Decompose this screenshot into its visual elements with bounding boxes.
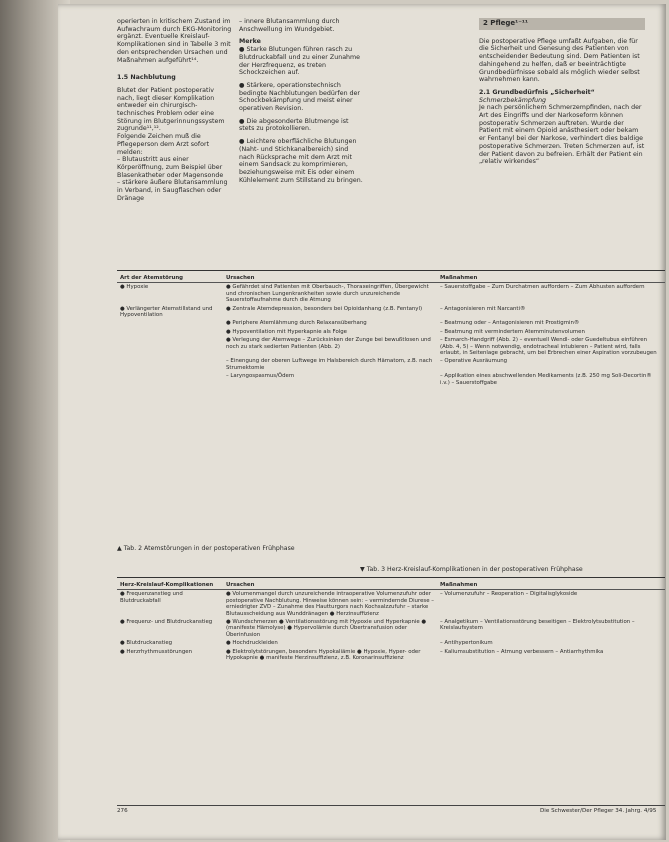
table-row: ● Herzrhythmusstörungen ● Elektrolytstörungen, besonders Hypokaliämie ● Hypoxie, Hyper- oder Hypokapnie ● manifeste Herzinsuffizienz, z.B. Koronarinsuffizienz – Kaliumsubstitution – Atmung verbessern – Antiarrhythmika [120,648,604,662]
divider [117,577,665,578]
table-row: ● Verlängerter Atemstillstand und Hypoventilation ● Zentrale Atemdepression, besonders bei Opioidanhang (z.B. Fentanyl) – Antagonisieren mit Narcanti® [120,305,526,319]
footer-source: Die Schwester/Der Pfleger 34. Jahrg. 4/95 [540,808,657,814]
section-heading: 1.5 Nachblutung [117,74,176,82]
column-middle [239,18,365,184]
table-row: ● Periphere Atemlähmung durch Relaxansüberhang – Beatmung oder – Antagonisieren mit Prostigmin® [226,320,580,327]
table-row: ● Verlegung der Atemwege – Zurücksinken der Zunge bei bewußtlosen und noch zu stark sedierten Patienten (Abb. 2) – Esmarch-Handgriff (Abb. 2) – eventuell Wendl- oder Guedeltubus einführen (Abb. 4, 5) – Wenn notwendig, endotracheal intubieren – Patient wird, falls erlaubt, in Seitenlage gebracht, um bei Erbrechen einer Aspiration vorzubeugen [226,337,657,357]
column-left [117,18,233,202]
table-header [117,581,665,590]
paragraph: Blutet der Patient postoperativ nach, liegt dieser Komplikation entweder ein chirurgisch-technisches Problem oder eine Störung im Blutgerinnungssystem zugrunde¹¹,¹². [117,86,225,133]
column-header: Maßnahmen [440,582,478,588]
column-header: Maßnahmen [440,275,478,281]
paragraph: Folgende Zeichen muß die Pflegeperson dem Arzt sofort melden: [117,133,210,156]
divider [117,805,665,806]
table-row: – Laryngospasmus/Ödem – Applikation eines abschwellenden Medikaments (z.B. 250 mg Soli-Decortin® i.v.) – Sauerstoffgabe [226,373,652,386]
column-header: Art der Atemstörung [120,275,184,281]
column-header: Ursachen [226,582,255,588]
list-item: – stärkere äußere Blutansammlung in Verband, in Saugflaschen oder Dränage [117,179,228,202]
bullet-item: ● Die abgesonderte Blutmenge ist stets zu protokollieren. [239,117,349,133]
column-header: Ursachen [226,275,255,281]
subheading-italic: Schmerzbekämpfung [479,96,547,104]
bullet-item: ● Stärkere, operationstechnisch bedingte Nachblutungen bedürfen der Schockbekämpfung und meist einer operativen Revision. [239,81,361,113]
paragraph: operierten in kritischem Zustand im Aufwachraum durch EKG-Monitoring ergänzt. Eventuelle Kreislauf-Komplikationen sind in Tabelle 3 mit den entsprechenden Ursachen und Maßnahmen aufgeführt¹⁴. [117,18,232,64]
table-row: – Einengung der oberen Luftwege im Halsbereich durch Hämatom, z.B. nach Strumektomie – Operative Ausräumung [226,358,508,371]
table-row: ● Hypoventilation mit Hyperkapnie als Folge – Beatmung mit vermindertem Atemminutenvolumen [226,328,585,335]
table-row: ● Frequenzanstieg und Blutdruckabfall ● Volumenmangel durch unzureichende intraoperative Volumenzufuhr oder postoperative Nachblutung. Hinweise können sein: – vermindernde Diurese – erniedrigter ZVD – Zunahme des Hautturgors nach Kochsalzzufuhr – starke Blutausscheidung aus Wunddränagen ● Herzinsuffizienz – Volumenzufuhr – Reoperation – Digitalisglykoside [120,591,578,617]
bullet-item: ● Leichtere oberflächliche Blutungen (Naht- und Stichkanalbereich) sind nach Rücksprache mit dem Arzt mit einem Sandsack zu komprimieren, beziehungsweise mit Eis oder einem Kühlelement zum Stillstand zu bringen. [239,138,363,184]
table-herz-kreislauf [117,581,665,662]
subheading: 2.1 Grundbedürfnis „Sicherheit“ [479,88,595,96]
table-header [117,274,665,283]
paragraph: Je nach persönlichem Schmerzempfinden, nach der Art des Eingriffs und der Narkoseform können postoperativ Schmerzen auftreten. Wurde der Patient mit einem Opioid anästhesiert oder bekam er Fentanyl bei der Narkose, verhindert dies baldige postoperative Schmerzen. Treten Schmerzen auf, ist der Patient davon zu befreien. Erhält der Patient ein „relativ wirkendes“ [479,104,645,166]
table-atemstoerungen [117,274,665,387]
section-heading: 2 Pflege¹⁻¹¹ [479,18,645,30]
paragraph: Die postoperative Pflege umfaßt Aufgaben, die für die Sicherheit und Genesung des Patienten von entscheidender Bedeutung sind. Dem Patienten ist dahingehend zu helfen, daß er beeinträchtigte Grundbedürfnisse sobald als möglich wieder selbst wahrnehmen kann. [479,37,640,84]
subheading: Merke [239,38,261,46]
table-row: ● Blutdruckanstieg ● Hochdruckleiden – Antihypertonikum [120,640,493,647]
bullet-item: ● Starke Blutungen führen rasch zu Blutdruckabfall und zu einer Zunahme der Herzfrequenz, es treten Schockzeichen auf. [239,46,361,77]
list-item: – innere Blutansammlung durch Anschwellung im Wundgebiet. [239,18,340,33]
table-caption: ▲ Tab. 2 Atemstörungen in der postoperativen Frühphase [117,545,295,552]
table-row: ● Hypoxie ● Gefährdet sind Patienten mit Oberbauch-, Thoraxeingriffen, Übergewicht und chronischen Lungenkrankheiten sowie durch unzureichende Sauerstoffaufnahme durch die Atmung – Sauerstoffgabe – Zum Durchatmen auffordern – Zum Abhusten auffordern [120,284,645,304]
column-right [479,18,645,166]
table-row: ● Frequenz- und Blutdruckanstieg ● Wundschmerzen ● Ventilationsstörung mit Hypoxie und Hyperkapnie ● (manifeste Hämolyse) ● Hypervolämie durch Übertransfusion oder Überinfusion – Analgetikum – Ventilationsstörung beseitigen – Elektrolytsubstitution – Kreislaufsystem [120,619,635,638]
list-item: – Blutaustritt aus einer Körperöffnung, zum Beispiel über Blasenkatheter oder Magensonde [117,156,224,179]
divider [117,270,665,271]
column-header: Herz-Kreislauf-Komplikationen [120,582,214,588]
page-number: 276 [117,808,128,814]
table-caption: ▼ Tab. 3 Herz-Kreislauf-Komplikationen in der postoperativen Frühphase [360,566,583,573]
